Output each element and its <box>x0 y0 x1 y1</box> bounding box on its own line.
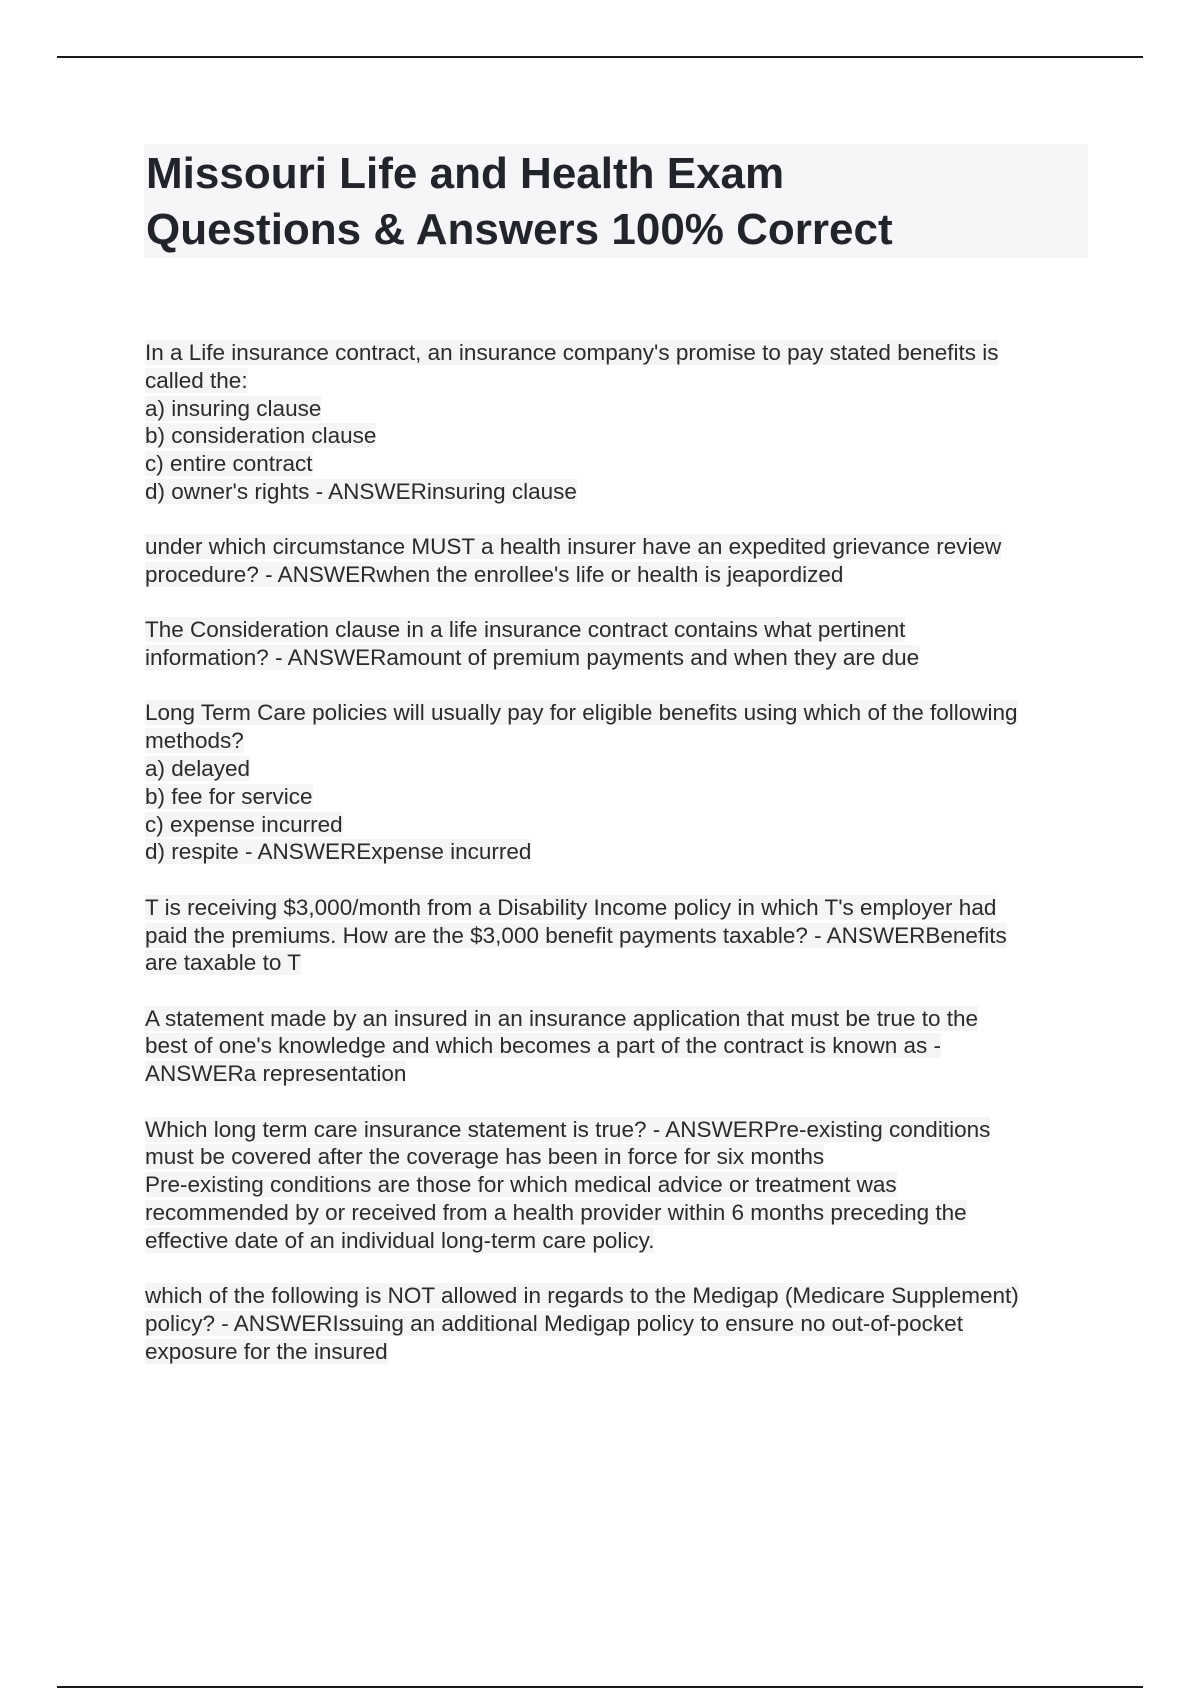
qa-line: under which circumstance MUST a health insurer have an expedited grievance review <box>145 534 1002 560</box>
qa-line: which of the following is NOT allowed in regards to the Medigap (Medicare Supplement) <box>145 1283 1019 1309</box>
qa-line: c) expense incurred <box>145 811 343 837</box>
qa-line: procedure? - ANSWERwhen the enrollee's life or health is jeapordized <box>145 562 844 588</box>
qa-line: methods? <box>145 728 244 754</box>
qa-item <box>145 1116 1095 1255</box>
qa-line: A statement made by an insured in an insurance application that must be true to the <box>145 1005 979 1031</box>
qa-line: a) delayed <box>145 756 251 782</box>
qa-line: exposure for the insured <box>145 1338 388 1364</box>
qa-item <box>145 339 1095 506</box>
qa-line: c) entire contract <box>145 451 313 477</box>
qa-item <box>145 616 1095 672</box>
qa-line: The Consideration clause in a life insurance contract contains what pertinent <box>145 617 906 643</box>
qa-line: paid the premiums. How are the $3,000 benefit payments taxable? - ANSWERBenefits <box>145 922 1007 948</box>
qa-line: information? - ANSWERamount of premium payments and when they are due <box>145 645 920 671</box>
qa-line: ANSWERa representation <box>145 1061 407 1087</box>
qa-line: Pre-existing conditions are those for which medical advice or treatment was <box>145 1172 897 1198</box>
qa-line: recommended by or received from a health provider within 6 months preceding the <box>145 1199 967 1225</box>
qa-line: best of one's knowledge and which becomes a part of the contract is known as - <box>145 1033 941 1059</box>
qa-line: d) respite - ANSWERExpense incurred <box>145 839 532 865</box>
qa-list <box>145 339 1095 1393</box>
qa-line: effective date of an individual long-term care policy. <box>145 1227 655 1253</box>
qa-item <box>145 533 1095 589</box>
qa-item <box>145 699 1095 866</box>
top-rule <box>57 56 1143 58</box>
title-line-2: Questions & Answers 100% Correct <box>146 205 893 254</box>
qa-item <box>145 894 1095 977</box>
title-line-1: Missouri Life and Health Exam <box>146 149 785 198</box>
qa-item <box>145 1005 1095 1088</box>
qa-line: must be covered after the coverage has been in force for six months <box>145 1144 825 1170</box>
qa-line: Long Term Care policies will usually pay for eligible benefits using which of the following <box>145 700 1018 726</box>
qa-line: a) insuring clause <box>145 395 322 421</box>
qa-line: b) consideration clause <box>145 423 377 449</box>
qa-line: are taxable to T <box>145 950 301 976</box>
qa-line: d) owner's rights - ANSWERinsuring clause <box>145 478 577 504</box>
document-title <box>146 146 1086 258</box>
qa-line: policy? - ANSWERIssuing an additional Medigap policy to ensure no out-of-pocket <box>145 1310 963 1336</box>
qa-line: T is receiving $3,000/month from a Disability Income policy in which T's employer had <box>145 894 997 920</box>
qa-line: called the: <box>145 367 248 393</box>
qa-line: b) fee for service <box>145 783 313 809</box>
qa-line: Which long term care insurance statement is true? - ANSWERPre-existing conditions <box>145 1116 991 1142</box>
qa-item <box>145 1282 1095 1365</box>
bottom-rule <box>57 1686 1143 1688</box>
qa-line: In a Life insurance contract, an insurance company's promise to pay stated benefits is <box>145 340 999 365</box>
